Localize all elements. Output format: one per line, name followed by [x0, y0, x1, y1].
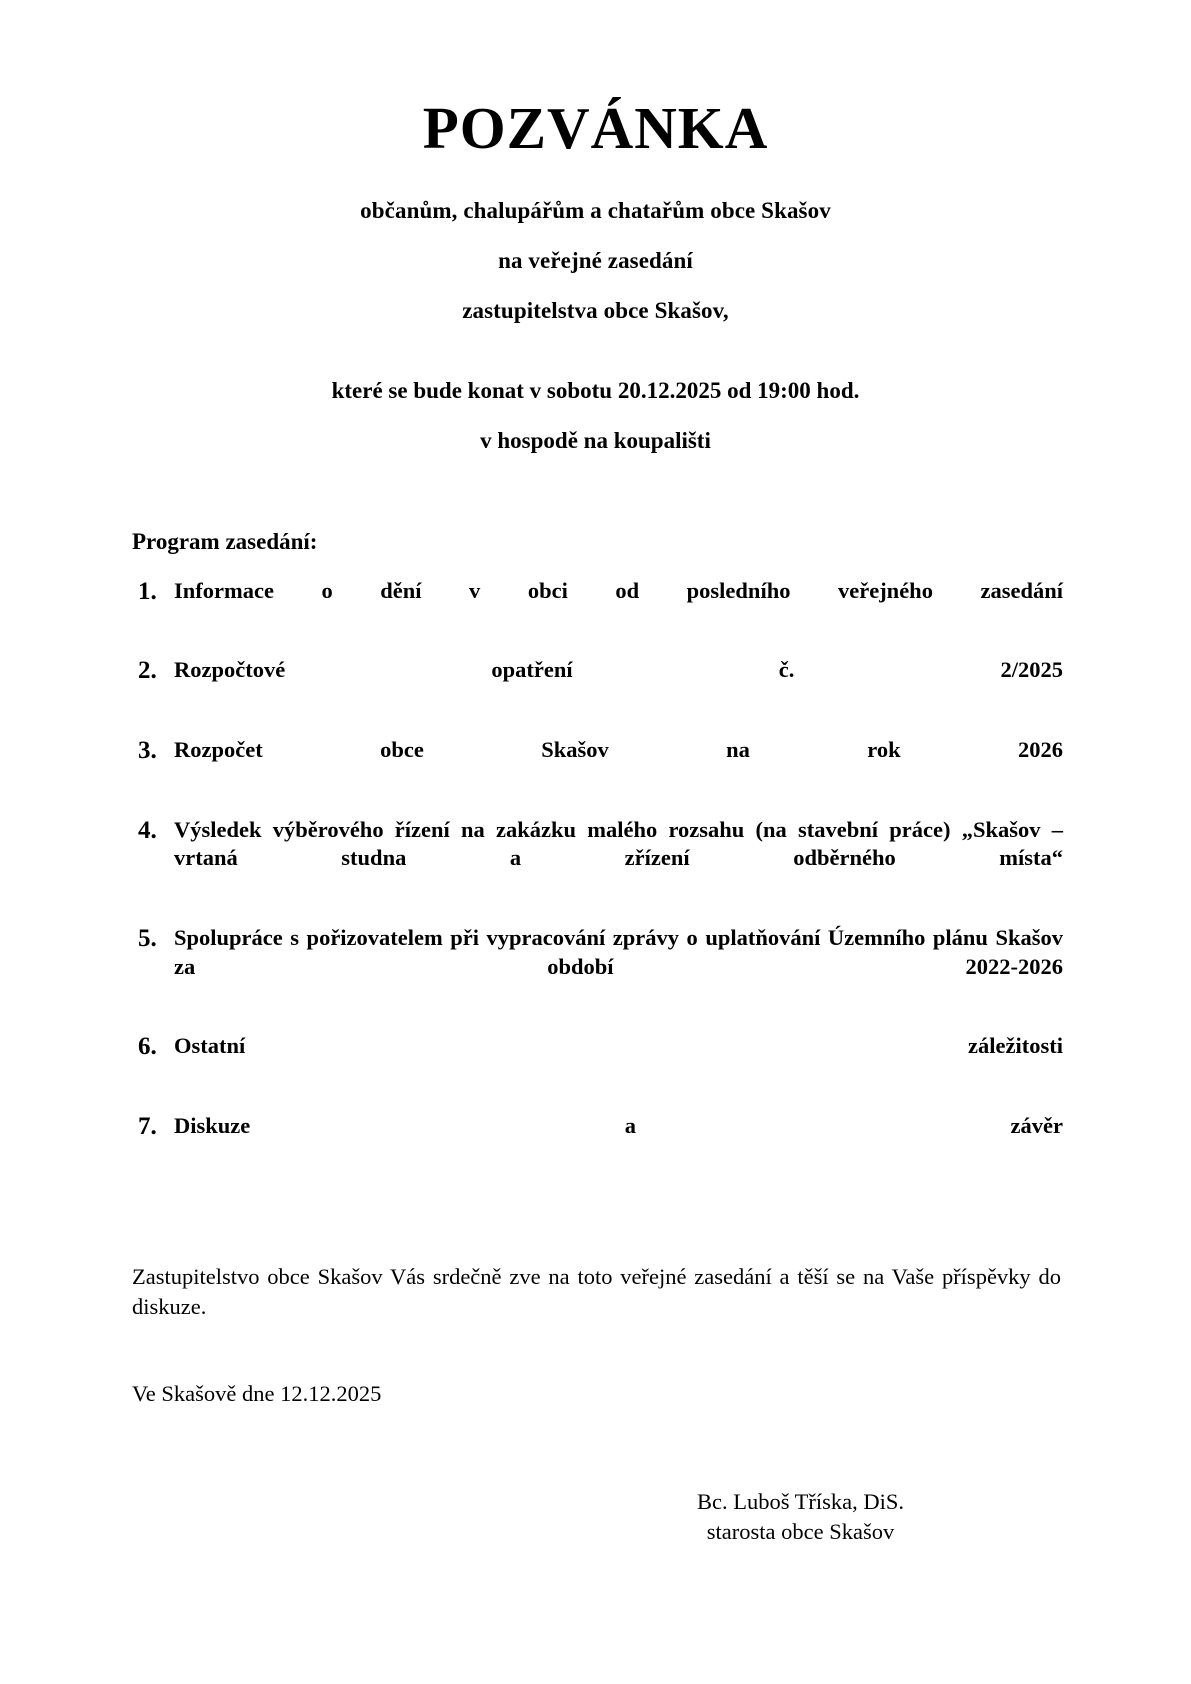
- program-item: [128, 924, 1063, 1010]
- meeting-datetime-block: [128, 379, 1063, 452]
- program-item: [128, 736, 1063, 794]
- intro-line-body: zastupitelstva obce Skašov,: [462, 297, 729, 323]
- program-item: [128, 1112, 1063, 1170]
- closing-paragraph: Zastupitelstvo obce Skašov Vás srdečně zve na toto veřejné zasedání a těší se na Vaše příspěvky do diskuze.: [132, 1263, 1061, 1320]
- program-item-label: Výsledek výběrového řízení na zakázku malého rozsahu (na stavební práce) „Skašov – vrtaná studna a zřízení odběrného místa“: [174, 816, 1063, 871]
- signature-block: [128, 1487, 1063, 1546]
- program-item: [128, 577, 1063, 635]
- intro-line-recipients: občanům, chalupářům a chatařům obce Skašov: [360, 197, 831, 223]
- program-item: [128, 816, 1063, 902]
- meeting-venue: v hospodě na koupališti: [480, 427, 711, 453]
- program-item: [128, 1032, 1063, 1090]
- program-section: [128, 529, 1063, 1170]
- program-heading: Program zasedání:: [132, 528, 318, 554]
- invitation-intro: [128, 199, 1063, 322]
- program-item-label: Spolupráce s pořizovatelem při vypracování zprávy o uplatňování Územního plánu Skašov za období 2022-2026: [174, 925, 1063, 979]
- place-and-date: Ve Skašově dne 12.12.2025: [132, 1380, 382, 1406]
- intro-line-purpose: na veřejné zasedání: [498, 247, 693, 273]
- signature-name: Bc. Luboš Tříska, DiS.: [696, 1488, 905, 1514]
- program-list: [128, 577, 1063, 1170]
- program-item: [128, 656, 1063, 714]
- page-title: POZVÁNKA: [422, 95, 769, 161]
- program-item-label: Diskuze a závěr: [174, 1113, 1063, 1139]
- signature-role: starosta obce Skašov: [706, 1518, 895, 1544]
- meeting-datetime: které se bude konat v sobotu 20.12.2025 od 19:00 hod.: [331, 377, 860, 403]
- program-item-label: Informace o dění v obci od posledního veřejného zasedání: [174, 577, 1063, 603]
- program-item-label: Rozpočet obce Skašov na rok 2026: [174, 737, 1063, 763]
- program-item-label: Ostatní záležitosti: [174, 1033, 1063, 1059]
- program-item-label: Rozpočtové opatření č. 2/2025: [174, 657, 1063, 683]
